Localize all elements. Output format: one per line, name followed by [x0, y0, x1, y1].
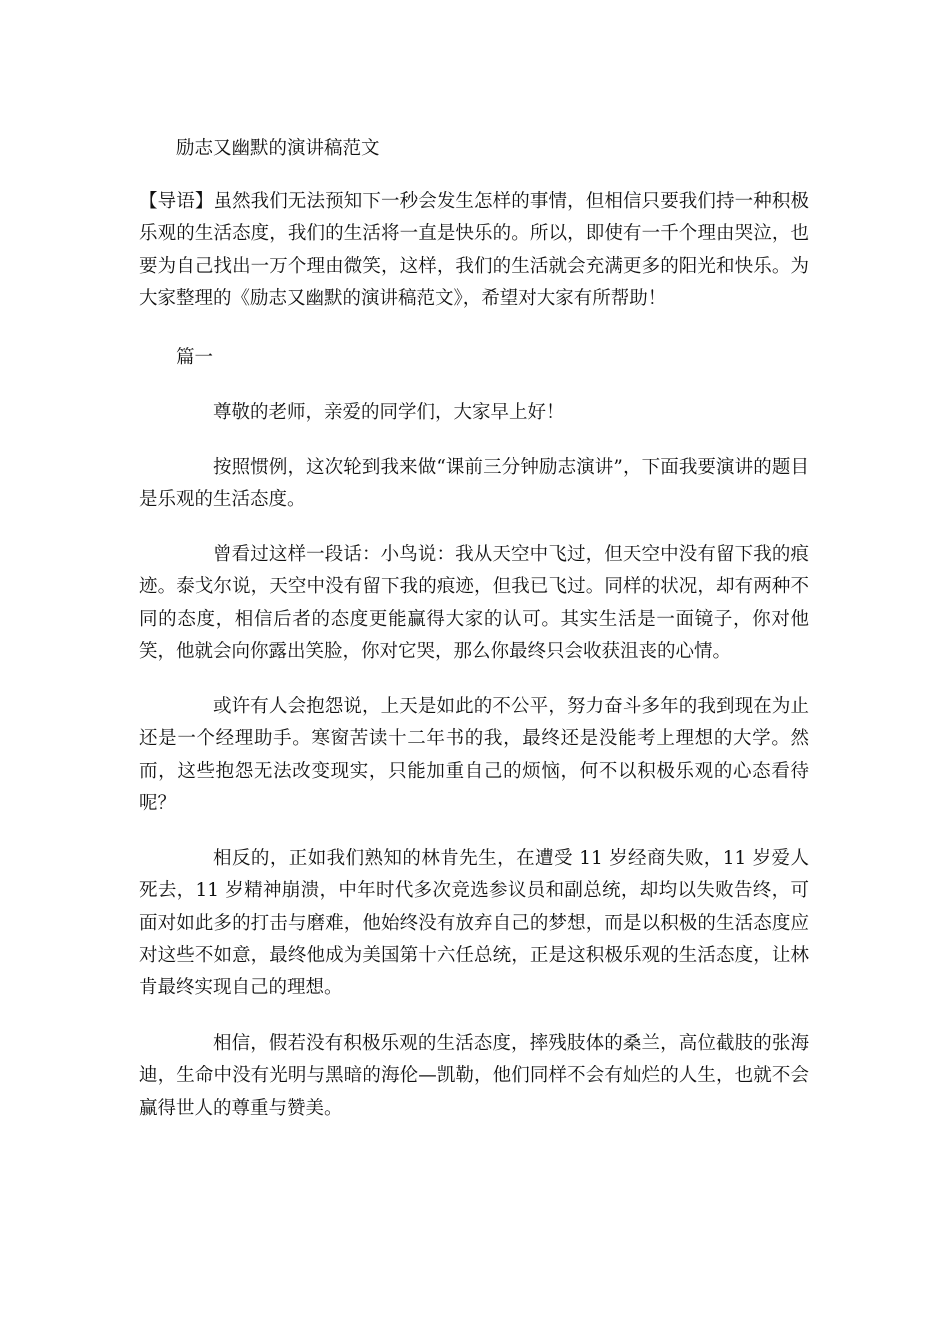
section-heading: 篇一 — [176, 347, 214, 368]
intro-paragraph: 【导语】虽然我们无法预知下一秒会发生怎样的事情，但相信只要我们持一种积极乐观的生活态度，我们的生活将一直是快乐的。所以，即使有一千个理由哭泣，也要为自己找出一万个理由微笑，这样，我们的生活就会充满更多的阳光和快乐。为大家整理的《励志又幽默的演讲稿范文》，希望对大家有所帮助！ — [139, 191, 809, 309]
body-paragraph: 按照惯例，这次轮到我来做“课前三分钟励志演讲”，下面我要演讲的题目是乐观的生活态度。 — [139, 457, 809, 511]
body-paragraph: 相反的，正如我们熟知的林肯先生，在遭受 11 岁经商失败，11 岁爱人死去，11 岁精神崩溃，中年时代多次竞选参议员和副总统，却均以失败告终，可面对如此多的打击与磨难，他始终没有放弃自己的梦想，而是以积极的生活态度应对这些不如意，最终他成为美国第十六任总统，正是这积极乐观的生活态度，让林肯最终实现自己的理想。 — [139, 848, 809, 999]
greeting-paragraph: 尊敬的老师，亲爱的同学们，大家早上好！ — [213, 402, 565, 423]
body-paragraph: 曾看过这样一段话：小鸟说：我从天空中飞过，但天空中没有留下我的痕迹。泰戈尔说，天空中没有留下我的痕迹，但我已飞过。同样的状况，却有两种不同的态度，相信后者的态度更能赢得大家的认可。其实生活是一面镜子，你对他笑，他就会向你露出笑脸，你对它哭，那么你最终只会收获沮丧的心情。 — [139, 544, 809, 662]
body-paragraph: 相信，假若没有积极乐观的生活态度，摔残肢体的桑兰，高位截肢的张海迪，生命中没有光明与黑暗的海伦—凯勒，他们同样不会有灿烂的人生，也就不会赢得世人的尊重与赞美。 — [139, 1033, 809, 1119]
body-paragraph: 或许有人会抱怨说，上天是如此的不公平，努力奋斗多年的我到现在为止还是一个经理助手。寒窗苦读十二年书的我，最终还是没能考上理想的大学。然而，这些抱怨无法改变现实，只能加重自己的烦恼，何不以积极乐观的心态看待呢？ — [139, 696, 809, 814]
document-title: 励志又幽默的演讲稿范文 — [176, 138, 380, 159]
